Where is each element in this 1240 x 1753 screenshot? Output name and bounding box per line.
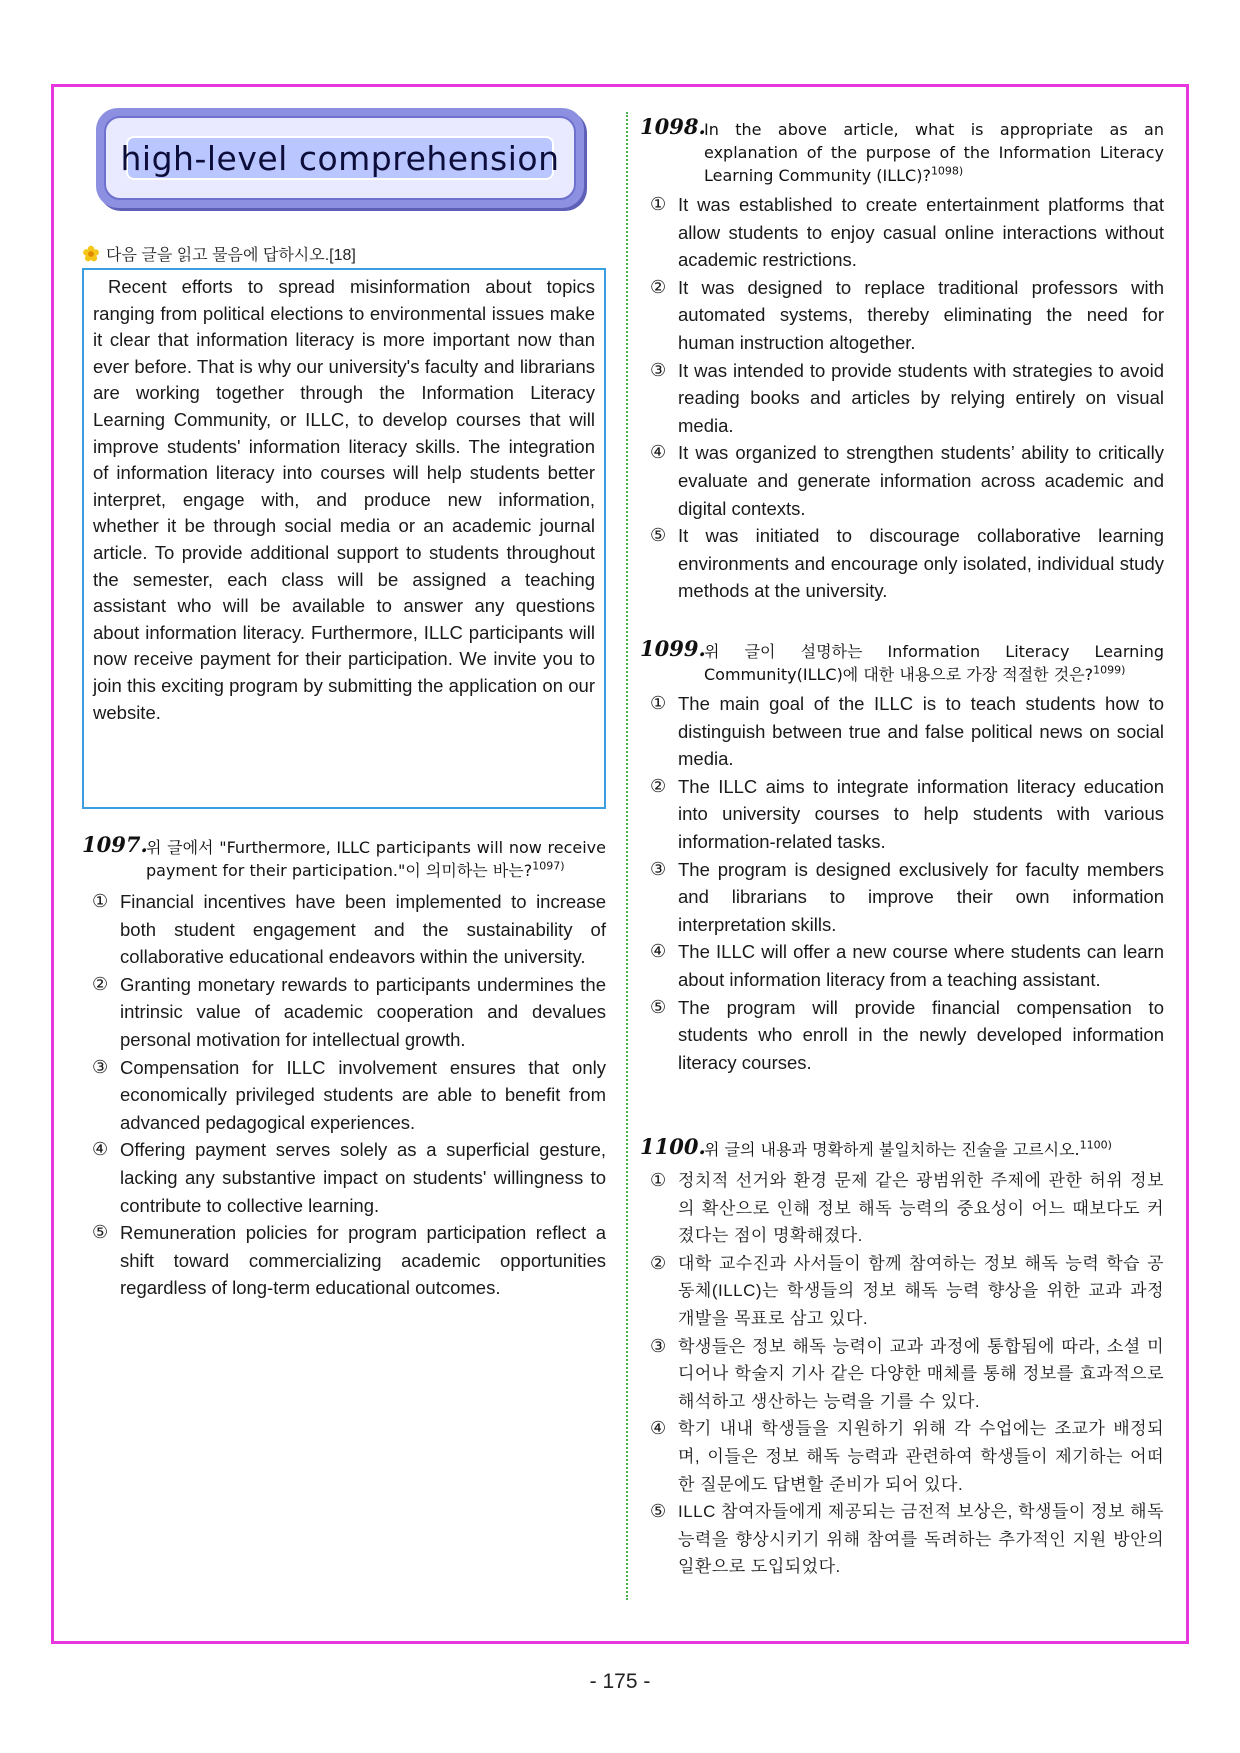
- question-1097: [82, 832, 606, 1302]
- option-mark: ④: [650, 1418, 667, 1439]
- option-mark: ④: [92, 1139, 109, 1160]
- answer-option[interactable]: [640, 274, 1164, 357]
- option-mark: ①: [650, 194, 667, 214]
- answer-option[interactable]: [640, 439, 1164, 522]
- section-badge: [96, 108, 584, 208]
- question-number: 1097.: [82, 832, 148, 857]
- answer-option[interactable]: [640, 773, 1164, 856]
- question-text: 위 글의 내용과 명확하게 불일치하는 진술을 고르시오.: [704, 1140, 1080, 1159]
- option-text: Offering payment serves solely as a superficial gesture, lacking any substantive impact on students' willingness to contribute to collective learning.: [120, 1139, 606, 1216]
- option-mark: ④: [650, 442, 667, 463]
- option-text: It was organized to strengthen students’ ability to critically evaluate and generate information across academic and digital contexts.: [678, 442, 1164, 519]
- question-prompt: [640, 636, 1164, 686]
- question-prompt: [82, 832, 606, 882]
- instruction-text: 다음 글을 읽고 물음에 답하시오.[18]: [106, 247, 356, 264]
- footnote-ref: 1099): [1093, 663, 1126, 677]
- option-mark: ⑤: [650, 1501, 667, 1522]
- answer-option[interactable]: [640, 191, 1164, 274]
- question-prompt: [640, 1134, 1164, 1161]
- option-text: It was intended to provide students with strategies to avoid reading books and articles by relying entirely on visual media.: [678, 359, 1164, 436]
- option-text: ILLC 참여자들에게 제공되는 금전적 보상은, 학생들이 정보 해독 능력을 향상시키기 위해 참여를 독려하는 추가적인 지원 방안의 일환으로 도입되었다.: [678, 1502, 1164, 1577]
- footnote-ref: 1100): [1079, 1138, 1112, 1152]
- option-text: 정치적 선거와 환경 문제 같은 광범위한 주제에 관한 허위 정보의 확산으로 인해 정보 해독 능력의 중요성이 어느 때보다도 커졌다는 점이 명확해졌다.: [678, 1171, 1164, 1246]
- option-text: Compensation for ILLC involvement ensures that only economically privileged students are able to benefit from advanced pedagogical experiences.: [120, 1056, 606, 1133]
- answer-option[interactable]: [640, 938, 1164, 993]
- option-mark: ②: [650, 276, 667, 297]
- question-number: 1098.: [640, 114, 706, 139]
- option-text: It was initiated to discourage collaborative learning environments and encourage only isolated, individual study methods at the university.: [678, 525, 1164, 602]
- page-number: - 175 -: [589, 1670, 651, 1693]
- option-text: Granting monetary rewards to participants undermines the intrinsic value of academic cooperation and devalues personal motivation for intellectual growth.: [120, 973, 606, 1050]
- instruction-line: [82, 242, 356, 265]
- question-1100: [640, 1134, 1164, 1581]
- answer-option[interactable]: [640, 1167, 1164, 1250]
- question-1099: [640, 636, 1164, 1076]
- option-text: 학생들은 정보 해독 능력이 교과 과정에 통합됨에 따라, 소셜 미디어나 학술지 기사 같은 다양한 매체를 통해 정보를 효과적으로 해석하고 생산하는 능력을 기를 수 있다.: [678, 1336, 1164, 1411]
- answer-option[interactable]: [640, 1415, 1164, 1498]
- option-text: It was designed to replace traditional professors with automated systems, thereby eliminating the need for human instruction altogether.: [678, 276, 1164, 353]
- option-text: The program is designed exclusively for faculty members and librarians to improve their own information interpretation skills.: [678, 858, 1164, 935]
- answer-option[interactable]: [82, 971, 606, 1054]
- column-divider: [626, 112, 628, 1600]
- section-badge-panel: [120, 136, 560, 180]
- answer-option[interactable]: [82, 1054, 606, 1137]
- option-mark: ④: [650, 941, 667, 962]
- answer-option[interactable]: [640, 1498, 1164, 1581]
- question-text: 위 글이 설명하는 Information Literacy Learning Community(ILLC)에 대한 내용으로 가장 적절한 것은?: [704, 642, 1164, 684]
- option-mark: ⑤: [650, 996, 667, 1017]
- section-badge-label: high-level comprehension: [120, 138, 560, 178]
- question-prompt: [640, 114, 1164, 187]
- question-text: 위 글에서 "Furthermore, ILLC participants will now receive payment for their participation."이 의미하는 바는?: [146, 838, 606, 880]
- option-mark: ②: [650, 775, 667, 796]
- option-mark: ②: [92, 973, 109, 994]
- footnote-ref: 1098): [930, 164, 964, 178]
- answer-option[interactable]: [640, 1250, 1164, 1333]
- option-mark: ①: [650, 693, 667, 713]
- option-text: 학기 내내 학생들을 지원하기 위해 각 수업에는 조교가 배정되며, 이들은 정보 해독 능력과 관련하여 학생들이 제기하는 어떠한 질문에도 답변할 준비가 되어 있다.: [678, 1419, 1164, 1494]
- answer-option[interactable]: [640, 856, 1164, 939]
- question-text: In the above article, what is appropriate as an explanation of the purpose of the Information Literacy Learning Community (ILLC)?: [704, 120, 1164, 185]
- answer-option[interactable]: [640, 357, 1164, 440]
- option-mark: ③: [92, 1056, 109, 1077]
- question-number: 1100.: [640, 1134, 706, 1159]
- answer-option[interactable]: [82, 1136, 606, 1219]
- option-text: The ILLC will offer a new course where students can learn about information literacy from a teaching assistant.: [678, 941, 1164, 990]
- option-text: It was established to create entertainment platforms that allow students to enjoy casual online interactions without academic restrictions.: [678, 194, 1164, 271]
- option-text: Remuneration policies for program participation reflect a shift toward commercializing academic opportunities regardless of long-term educational outcomes.: [120, 1222, 606, 1299]
- answer-option[interactable]: [82, 888, 606, 971]
- option-text: The program will provide financial compensation to students who enroll in the newly developed information literacy courses.: [678, 996, 1164, 1073]
- option-mark: ②: [650, 1252, 667, 1273]
- option-mark: ③: [650, 1335, 667, 1356]
- option-text: Financial incentives have been implemented to increase both student engagement and the sustainability of collaborative educational endeavors within the university.: [120, 891, 606, 968]
- option-text: 대학 교수진과 사서들이 함께 참여하는 정보 해독 능력 학습 공동체(ILLC)는 학생들의 정보 해독 능력 향상을 위한 교과 과정 개발을 목표로 삼고 있다.: [678, 1253, 1164, 1328]
- footnote-ref: 1097): [532, 859, 565, 873]
- option-text: The main goal of the ILLC is to teach students how to distinguish between true and false political news on social media.: [678, 693, 1164, 770]
- option-mark: ①: [92, 891, 109, 911]
- option-mark: ③: [650, 359, 667, 380]
- option-mark: ⑤: [650, 525, 667, 546]
- answer-option[interactable]: [640, 1333, 1164, 1416]
- option-mark: ⑤: [92, 1222, 109, 1243]
- option-mark: ①: [650, 1170, 667, 1190]
- question-number: 1099.: [640, 636, 706, 661]
- answer-option[interactable]: [640, 690, 1164, 773]
- section-badge-frame: [104, 116, 576, 200]
- answer-option[interactable]: [82, 1219, 606, 1302]
- answer-option[interactable]: [640, 522, 1164, 605]
- reading-passage: Recent efforts to spread misinformation about topics ranging from political elections to environmental issues make it clear that information literacy is more important now than ever before. That is why our university's faculty and librarians are working together through the Information Literacy Learning Community, or ILLC, to develop courses that will improve students' information literacy skills. The integration of information literacy into courses will help students better interpret, engage with, and produce new information, whether it be through social media or an academic journal article. To provide additional support to students throughout the semester, each class will be assigned a teaching assistant who will be available to answer any questions about information literacy. Furthermore, ILLC participants will now receive payment for their participation. We invite you to join this exciting program by submitting the application on our website.: [82, 268, 606, 809]
- answer-option[interactable]: [640, 994, 1164, 1077]
- option-text: The ILLC aims to integrate information literacy education into university courses to help students with various information-related tasks.: [678, 775, 1164, 852]
- option-mark: ③: [650, 858, 667, 879]
- flower-icon: [82, 245, 100, 263]
- question-1098: [640, 114, 1164, 605]
